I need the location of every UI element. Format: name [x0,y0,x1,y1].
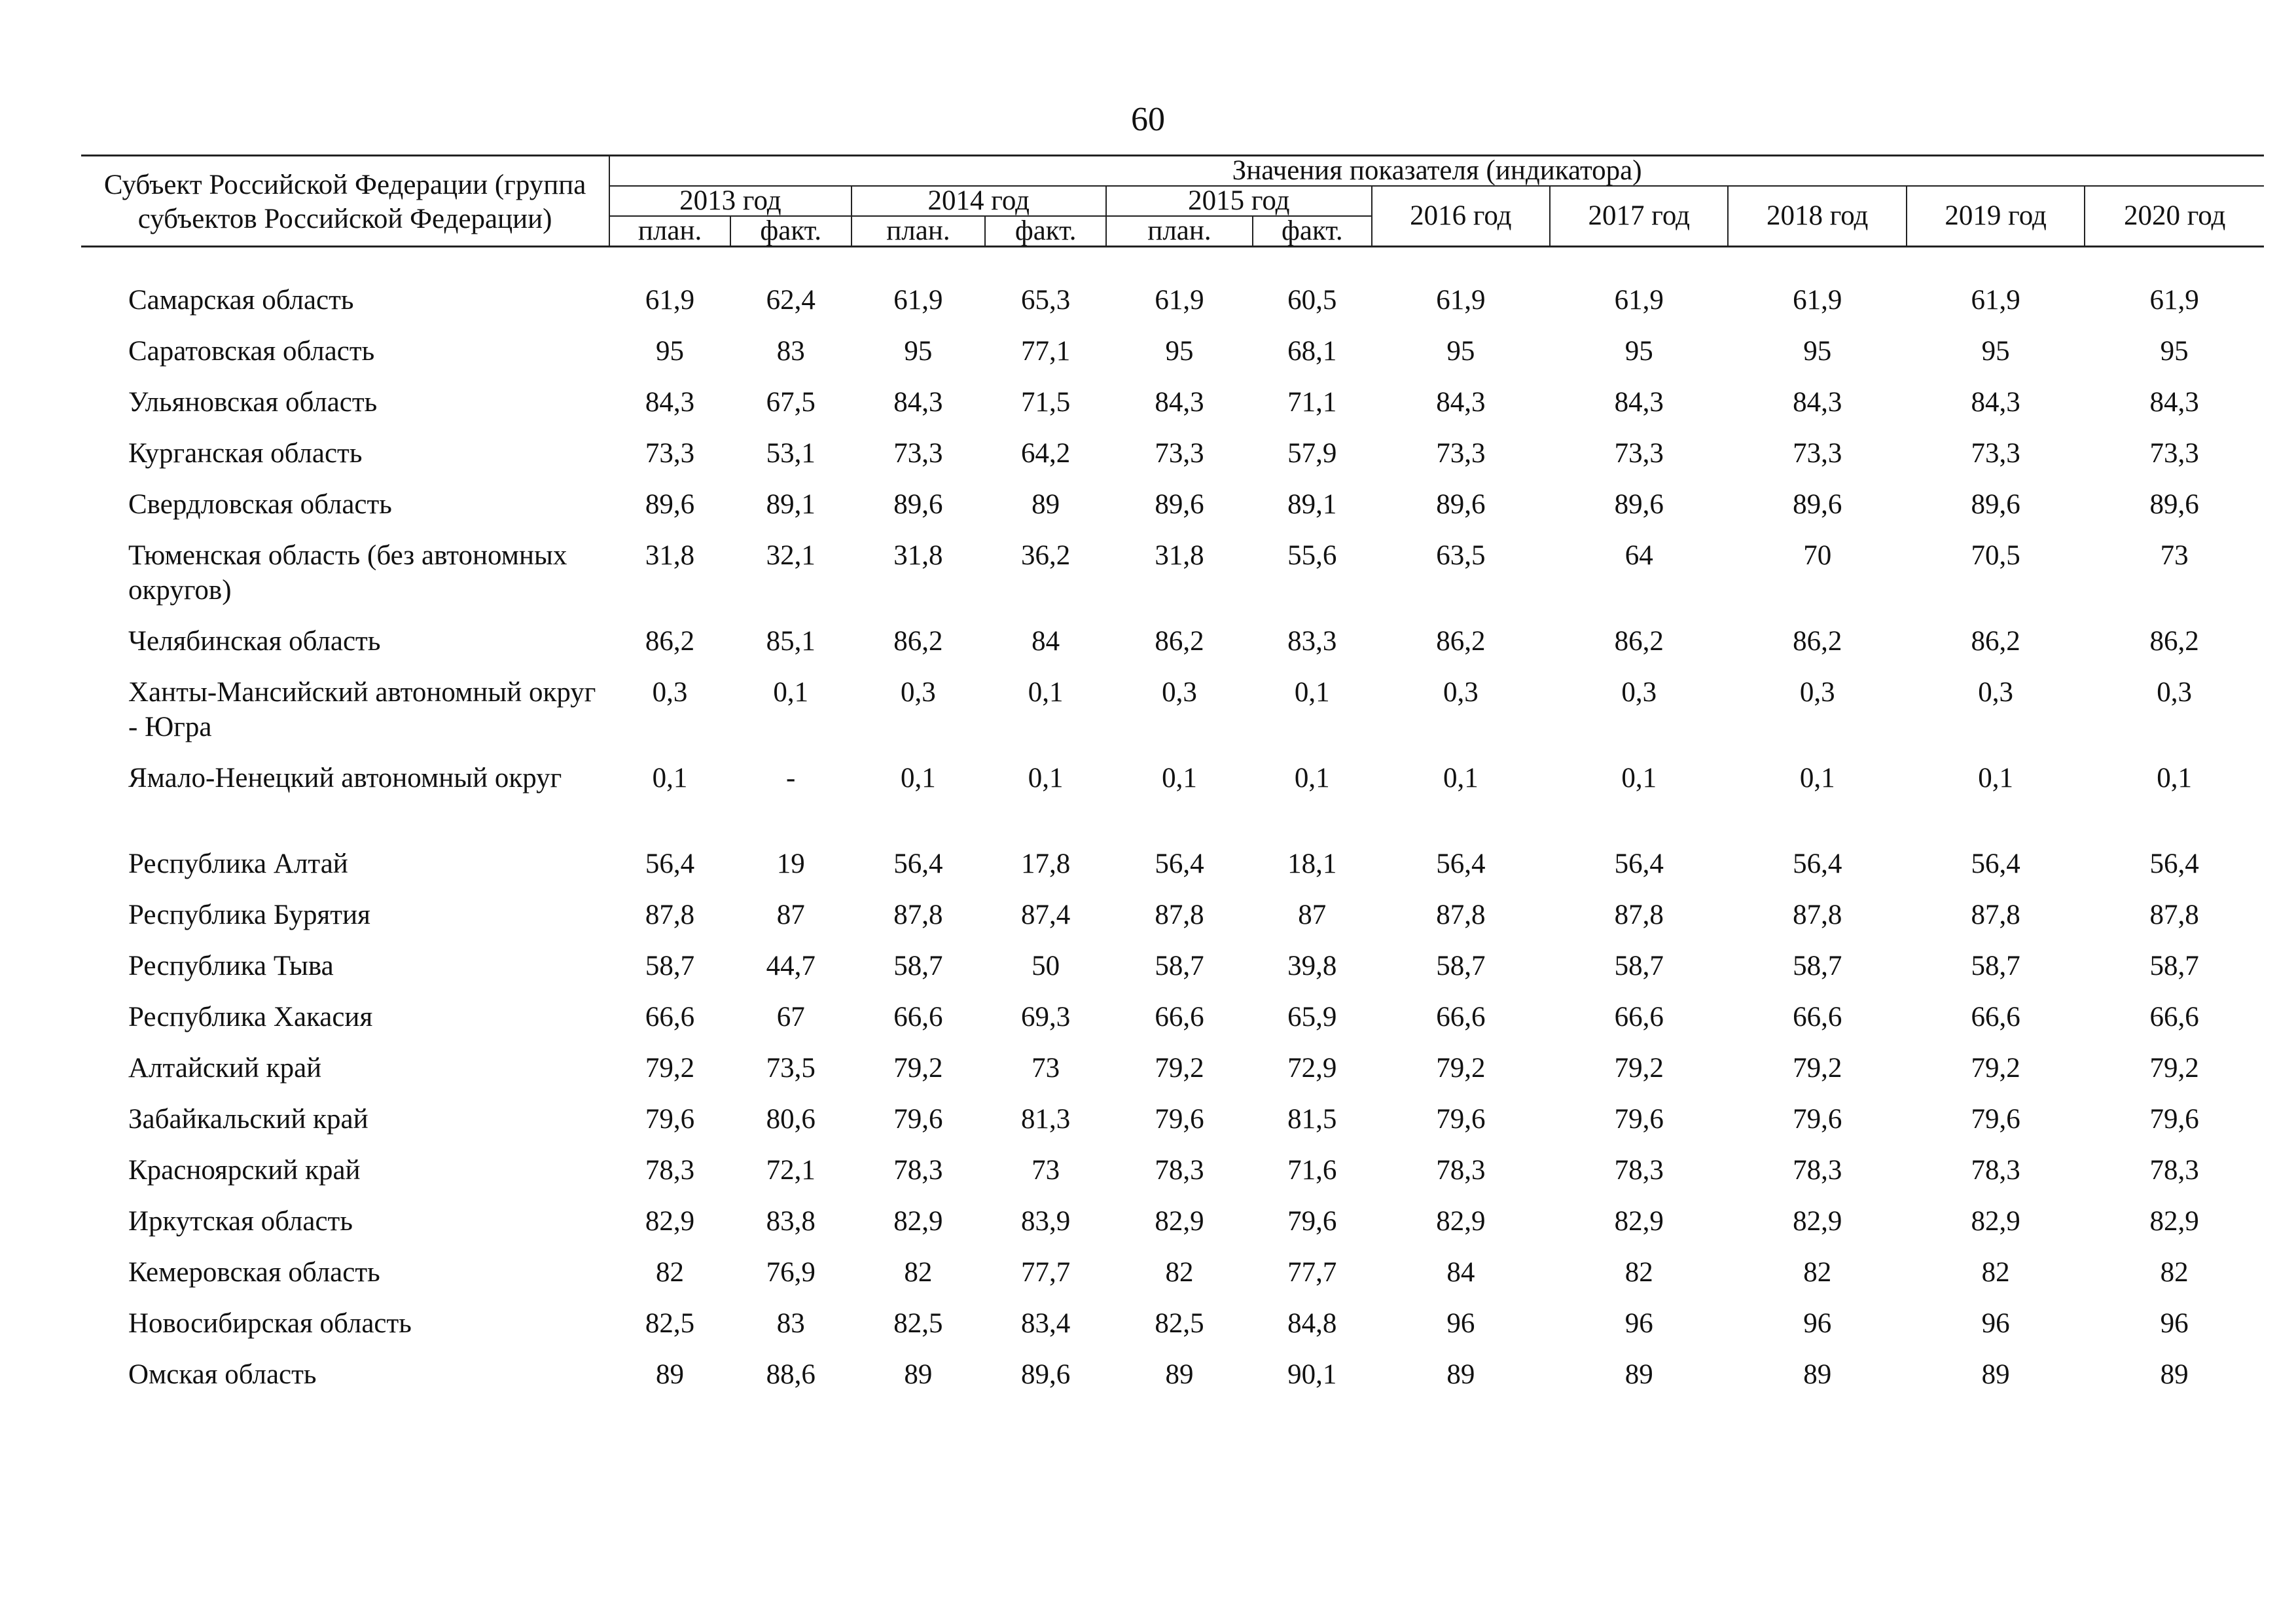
value-cell: 73,3 [645,438,695,469]
value-cell: 71,5 [1021,387,1071,418]
value-cell: 76,9 [766,1257,816,1288]
value-cell: 0,1 [1621,763,1657,793]
subject-name-cell: Самарская область [128,285,354,316]
subject-name-cell: Иркутская область [128,1206,353,1237]
value-cell: 82 [904,1257,933,1288]
value-cell: 67,5 [766,387,816,418]
value-cell: 73,3 [1971,438,2020,469]
value-cell: 96 [1446,1308,1475,1339]
value-cell: 58,7 [1614,951,1664,981]
value-cell: 78,3 [1793,1155,1842,1186]
value-cell: 86,2 [1614,626,1664,657]
value-cell: 63,5 [1436,540,1486,571]
value-cell: 87,8 [2149,900,2199,930]
value-cell: 87,8 [1793,900,1842,930]
value-cell: 56,4 [893,848,943,879]
value-cell: 78,3 [1971,1155,2020,1186]
value-cell: 79,6 [1971,1104,2020,1135]
value-cell: 66,6 [1436,1002,1486,1032]
fact-subheader: факт. [1253,216,1372,247]
value-cell: 82,5 [893,1308,943,1339]
value-cell: 89 [1031,489,1060,520]
subject-name-cell: Омская область [128,1359,317,1390]
value-cell: 96 [1803,1308,1832,1339]
value-cell: 89,6 [1793,489,1842,520]
value-cell: 86,2 [1155,626,1204,657]
value-cell: 0,1 [901,763,936,793]
value-cell: 82,9 [1793,1206,1842,1237]
value-cell: 0,1 [1162,763,1197,793]
value-cell: 95 [904,336,933,367]
table-row [81,1102,2264,1153]
table-row [81,1204,2264,1255]
value-cell: 56,4 [1971,848,2020,879]
value-cell: 67 [776,1002,805,1032]
value-cell: 95 [1803,336,1832,367]
value-cell: 89,6 [1155,489,1204,520]
year-header: 2019 год [1907,186,2085,247]
value-cell: 39,8 [1287,951,1337,981]
value-cell: 89 [1803,1359,1832,1390]
value-cell: 89 [904,1359,933,1390]
value-cell: 71,6 [1287,1155,1337,1186]
value-cell: 79,6 [1793,1104,1842,1135]
value-cell: 87,8 [893,900,943,930]
value-cell: 84,3 [893,387,943,418]
value-cell: 62,4 [766,285,816,316]
value-cell: 82,5 [645,1308,695,1339]
value-cell: 73,3 [2149,438,2199,469]
value-cell: 96 [1981,1308,2010,1339]
value-cell: 89 [1624,1359,1653,1390]
value-cell: 79,2 [1436,1053,1486,1084]
value-cell: 73 [1031,1155,1060,1186]
value-cell: 82,9 [893,1206,943,1237]
value-cell: 87,4 [1021,900,1071,930]
value-cell: 88,6 [766,1359,816,1390]
value-cell: 96 [1624,1308,1653,1339]
value-cell: 73 [2160,540,2189,571]
value-cell: 71,1 [1287,387,1337,418]
value-cell: 79,2 [2149,1053,2199,1084]
value-cell: 73,3 [1614,438,1664,469]
value-cell: 89,6 [893,489,943,520]
value-cell: 95 [1624,336,1653,367]
value-cell: 86,2 [1793,626,1842,657]
value-cell: 56,4 [2149,848,2199,879]
value-cell: 73,5 [766,1053,816,1084]
value-cell: 58,7 [645,951,695,981]
value-cell: 82,9 [2149,1206,2199,1237]
value-cell: 81,3 [1021,1104,1071,1135]
value-cell: 89,6 [1436,489,1486,520]
value-cell: 70 [1803,540,1832,571]
table-row [81,538,2264,624]
value-cell: 78,3 [2149,1155,2199,1186]
table-row [81,761,2264,847]
value-cell: 61,9 [1614,285,1664,316]
value-cell: 56,4 [1155,848,1204,879]
subject-name-cell: Забайкальский край [128,1104,368,1135]
value-cell: 58,7 [2149,951,2199,981]
value-cell: 77,7 [1021,1257,1071,1288]
year-header: 2015 год [1106,186,1372,216]
subject-column-header: Субъект Российской Федерации (группа субъектов Российской Федерации) [81,156,609,247]
value-cell: 79,2 [1155,1053,1204,1084]
value-cell: 61,9 [645,285,695,316]
value-cell: 84,3 [2149,387,2199,418]
value-cell: 0,1 [1028,677,1064,708]
value-cell: 96 [2160,1308,2189,1339]
value-cell: 87,8 [1614,900,1664,930]
value-cell: 0,3 [1978,677,2014,708]
value-cell: 89 [1981,1359,2010,1390]
value-cell: 61,9 [2149,285,2199,316]
value-cell: 56,4 [1614,848,1664,879]
table-row [81,1255,2264,1306]
value-cell: 66,6 [1155,1002,1204,1032]
plan-subheader: план. [852,216,986,247]
plan-subheader: план. [1106,216,1253,247]
year-header: 2020 год [2085,186,2264,247]
value-cell: 79,6 [2149,1104,2199,1135]
value-cell: 82 [1624,1257,1653,1288]
value-cell: 89,6 [2149,489,2199,520]
table-row [81,898,2264,949]
value-cell: 84,8 [1287,1308,1337,1339]
subject-name-cell: Курганская область [128,438,363,469]
value-cell: 95 [1165,336,1194,367]
value-cell: 72,9 [1287,1053,1337,1084]
table-row [81,675,2264,761]
value-cell: 0,3 [1621,677,1657,708]
subject-name-cell: Республика Тыва [128,951,334,981]
value-cell: 73,3 [1793,438,1842,469]
value-cell: 82 [1803,1257,1832,1288]
page-number: 60 [1131,101,1165,138]
value-cell: 31,8 [1155,540,1204,571]
value-cell: 32,1 [766,540,816,571]
value-cell: 61,9 [893,285,943,316]
value-cell: 31,8 [893,540,943,571]
value-cell: 0,1 [1799,763,1835,793]
value-cell: 89,6 [1021,1359,1071,1390]
table-body [81,247,2264,1409]
value-cell: 86,2 [893,626,943,657]
value-cell: 0,1 [1294,677,1330,708]
value-cell: 89,6 [1971,489,2020,520]
value-cell: 84,3 [1436,387,1486,418]
value-cell: 0,1 [1978,763,2014,793]
subject-name-cell: Республика Бурятия [128,900,370,930]
subject-name-cell: Новосибирская область [128,1308,412,1339]
value-cell: 78,3 [1436,1155,1486,1186]
value-cell: 19 [776,848,805,879]
value-cell: 58,7 [1971,951,2020,981]
table-row [81,385,2264,436]
value-cell: 79,6 [1614,1104,1664,1135]
value-cell: 89 [2160,1359,2189,1390]
value-cell: 84 [1031,626,1060,657]
value-cell: 84,3 [1614,387,1664,418]
value-cell: 64,2 [1021,438,1071,469]
value-cell: 58,7 [1155,951,1204,981]
value-cell: 0,1 [773,677,809,708]
table-row [81,334,2264,385]
value-cell: 82 [1981,1257,2010,1288]
table-row [81,1357,2264,1408]
value-cell: 56,4 [645,848,695,879]
value-cell: 0,3 [1799,677,1835,708]
value-cell: 80,6 [766,1104,816,1135]
subject-name-cell: Саратовская область [128,336,375,367]
fact-subheader: факт. [730,216,852,247]
year-header: 2016 год [1372,186,1550,247]
value-cell: 87,8 [1971,900,2020,930]
value-cell: 53,1 [766,438,816,469]
value-cell: 61,9 [1436,285,1486,316]
value-cell: 82 [1165,1257,1194,1288]
value-cell: 82,5 [1155,1308,1204,1339]
value-cell: 82,9 [1436,1206,1486,1237]
value-cell: 57,9 [1287,438,1337,469]
value-cell: 18,1 [1287,848,1337,879]
value-cell: 79,6 [1436,1104,1486,1135]
table-row [81,1306,2264,1357]
value-cell: 0,1 [1028,763,1064,793]
value-cell: 79,6 [645,1104,695,1135]
value-cell: 81,5 [1287,1104,1337,1135]
value-cell: 79,2 [893,1053,943,1084]
value-cell: 58,7 [1436,951,1486,981]
subject-name-cell: Ульяновская область [128,387,378,418]
value-cell: 73,3 [1155,438,1204,469]
value-cell: 87 [1298,900,1327,930]
value-cell: 66,6 [1971,1002,2020,1032]
table-header [81,156,2264,247]
value-cell: 86,2 [1436,626,1486,657]
fact-subheader: факт. [985,216,1106,247]
value-cell: 84 [1446,1257,1475,1288]
indicator-table [81,155,2264,1408]
subject-name-cell: Челябинская область [128,626,381,657]
value-cell: 83 [776,336,805,367]
subject-name-cell: Кемеровская область [128,1257,380,1288]
value-cell: 77,1 [1021,336,1071,367]
value-cell: 83,3 [1287,626,1337,657]
value-cell: 87 [776,900,805,930]
value-cell: 82,9 [1155,1206,1204,1237]
value-cell: 17,8 [1021,848,1071,879]
year-header: 2014 год [852,186,1106,216]
value-cell: 79,2 [1971,1053,2020,1084]
value-cell: 89,6 [645,489,695,520]
subject-name-cell: Алтайский край [128,1053,322,1084]
value-cell: 85,1 [766,626,816,657]
subject-name-cell: Ямало-Ненецкий автономный округ [128,763,562,793]
subject-name-cell: Красноярский край [128,1155,361,1186]
value-cell: 61,9 [1793,285,1842,316]
value-cell: 95 [2160,336,2189,367]
value-cell: 73,3 [893,438,943,469]
table-row [81,847,2264,898]
value-cell: 89 [1165,1359,1194,1390]
value-cell: 56,4 [1436,848,1486,879]
value-cell: 90,1 [1287,1359,1337,1390]
value-cell: 83 [776,1308,805,1339]
plan-subheader: план. [609,216,730,247]
value-cell: 95 [1981,336,2010,367]
value-cell: 0,3 [901,677,936,708]
value-cell: 78,3 [645,1155,695,1186]
value-cell: 83,8 [766,1206,816,1237]
value-cell: 56,4 [1793,848,1842,879]
value-cell: 89,1 [766,489,816,520]
subject-name-cell: Свердловская область [128,489,392,520]
value-cell: 55,6 [1287,540,1337,571]
value-cell: 70,5 [1971,540,2020,571]
value-cell: 0,3 [2157,677,2193,708]
value-cell: 84,3 [1155,387,1204,418]
value-cell: 82 [2160,1257,2189,1288]
table-row [81,1000,2264,1051]
table-row [81,283,2264,334]
subject-name-cell: Республика Алтай [128,848,348,879]
value-cell: 79,2 [1614,1053,1664,1084]
value-cell: 87,8 [1155,900,1204,930]
value-cell: 61,9 [1155,285,1204,316]
value-cell: 73 [1031,1053,1060,1084]
value-cell: 86,2 [1971,626,2020,657]
value-cell: 72,1 [766,1155,816,1186]
value-cell: 44,7 [766,951,816,981]
value-cell: 0,3 [1162,677,1197,708]
value-cell: 65,3 [1021,285,1071,316]
value-cell: 66,6 [2149,1002,2199,1032]
value-cell: 79,2 [1793,1053,1842,1084]
value-cell: 84,3 [1793,387,1842,418]
value-cell: 36,2 [1021,540,1071,571]
value-cell: 84,3 [645,387,695,418]
value-cell: 82,9 [1971,1206,2020,1237]
value-cell: 77,7 [1287,1257,1337,1288]
value-cell: 83,9 [1021,1206,1071,1237]
value-cell: 79,6 [893,1104,943,1135]
year-header: 2013 год [609,186,851,216]
value-cell: 82 [656,1257,685,1288]
subject-name-cell: Тюменская область (без автономных округов) [128,540,567,606]
value-cell: 89 [656,1359,685,1390]
value-cell: 0,1 [652,763,688,793]
table-row [81,949,2264,1000]
value-cell: 83,4 [1021,1308,1071,1339]
value-cell: 0,1 [1294,763,1330,793]
value-cell: 82,9 [1614,1206,1664,1237]
subject-name-cell: Республика Хакасия [128,1002,373,1032]
value-cell: 66,6 [893,1002,943,1032]
value-cell: 95 [1446,336,1475,367]
value-cell: 89,6 [1614,489,1664,520]
value-cell: 69,3 [1021,1002,1071,1032]
value-cell: 0,3 [1443,677,1479,708]
value-cell: 79,2 [645,1053,695,1084]
values-group-header: Значения показателя (индикатора) [609,156,2264,187]
table-row [81,487,2264,538]
value-cell: 64 [1624,540,1653,571]
table-row [81,1153,2264,1204]
value-cell: 79,6 [1287,1206,1337,1237]
subject-name-cell: Ханты-Мансийский автономный округ - Югра [128,677,596,742]
value-cell: 50 [1031,951,1060,981]
value-cell: 78,3 [1614,1155,1664,1186]
value-cell: 89,1 [1287,489,1337,520]
value-cell: 86,2 [645,626,695,657]
value-cell: 65,9 [1287,1002,1337,1032]
value-cell: 86,2 [2149,626,2199,657]
value-cell: 31,8 [645,540,695,571]
value-cell: 60,5 [1287,285,1337,316]
value-cell: 78,3 [1155,1155,1204,1186]
value-cell: 66,6 [645,1002,695,1032]
value-cell: 0,3 [652,677,688,708]
value-cell: 87,8 [645,900,695,930]
value-cell: 89 [1446,1359,1475,1390]
value-cell: 82,9 [645,1206,695,1237]
value-cell: 78,3 [893,1155,943,1186]
value-cell: 73,3 [1436,438,1486,469]
value-cell: 87,8 [1436,900,1486,930]
value-cell: 58,7 [1793,951,1842,981]
table-row [81,1051,2264,1102]
year-header: 2017 год [1550,186,1728,247]
value-cell: 58,7 [893,951,943,981]
value-cell: 0,1 [2157,763,2193,793]
value-cell: - [786,763,796,793]
value-cell: 66,6 [1614,1002,1664,1032]
value-cell: 84,3 [1971,387,2020,418]
value-cell: 68,1 [1287,336,1337,367]
value-cell: 61,9 [1971,285,2020,316]
table-row [81,624,2264,675]
table-row [81,436,2264,487]
value-cell: 0,1 [1443,763,1479,793]
year-header: 2018 год [1728,186,1906,247]
value-cell: 95 [656,336,685,367]
value-cell: 66,6 [1793,1002,1842,1032]
value-cell: 79,6 [1155,1104,1204,1135]
